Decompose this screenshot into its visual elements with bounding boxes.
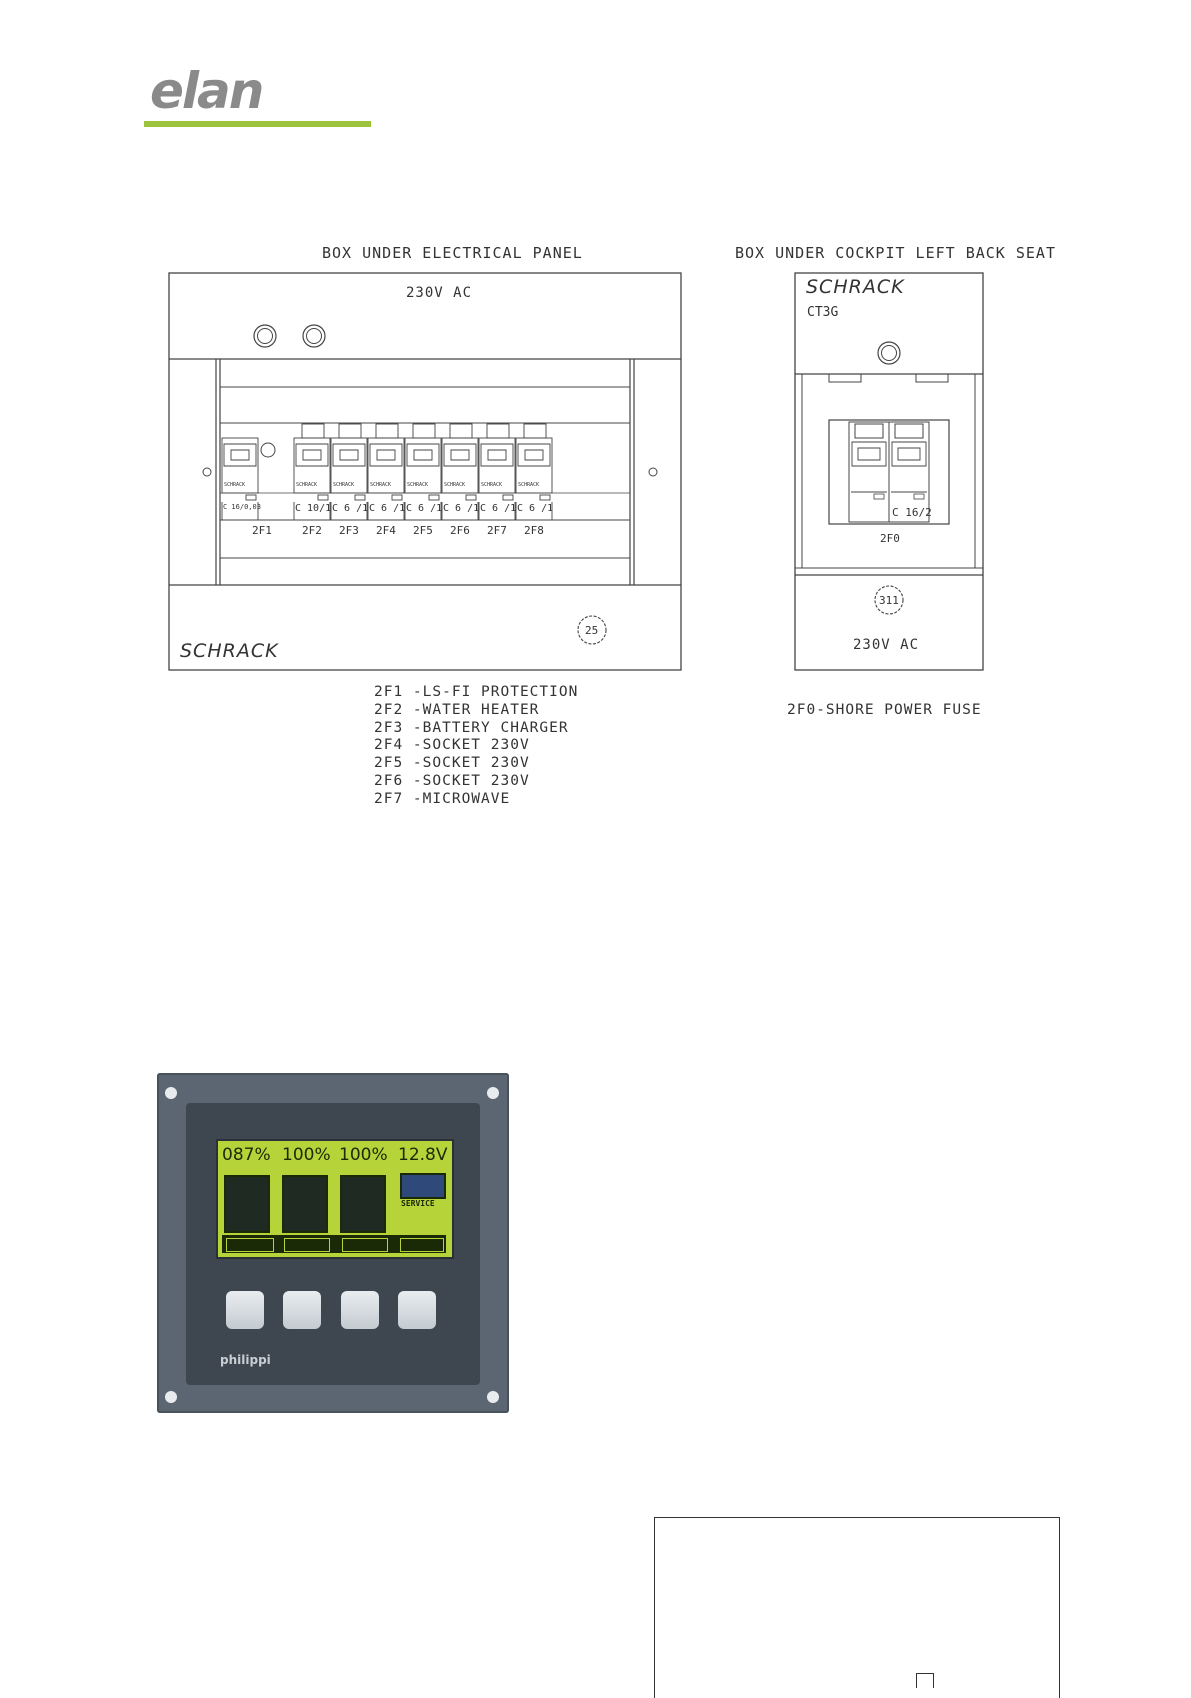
battery-level-icon: [224, 1175, 270, 1233]
monitor-button-3[interactable]: [341, 1291, 379, 1329]
monitor-brand-label: philippi: [220, 1353, 271, 1367]
tap-icon: [226, 1238, 274, 1252]
lcd-icon-strip: [222, 1235, 446, 1253]
breaker-rating: C 6 /1: [517, 503, 554, 514]
breaker-rating: C 10/1: [295, 503, 332, 514]
breaker-brand-label: SCHRACK: [518, 482, 540, 488]
cockpit-breaker-rating: C 16/2: [892, 506, 932, 519]
electrical-panel-diagram: [168, 272, 683, 672]
breaker-brand-label: SCHRACK: [296, 482, 318, 488]
cockpit-brand-label: SCHRACK: [806, 276, 905, 298]
screw-icon: [487, 1087, 499, 1099]
monitor-button-2[interactable]: [283, 1291, 321, 1329]
monitor-face: [186, 1103, 480, 1385]
monitor-button-1[interactable]: [226, 1291, 264, 1329]
service-label: SERVICE: [401, 1199, 435, 1208]
legend-line: 2F2 -WATER HEATER: [374, 701, 540, 718]
panel-circle-number: 25: [585, 624, 599, 637]
breaker-rating: C 6 /1: [369, 503, 406, 514]
screw-icon: [487, 1391, 499, 1403]
logo-accent-bar: [144, 121, 371, 127]
breaker-brand-label: SCHRACK: [333, 482, 355, 488]
breaker-rating: C 6 /1: [443, 503, 480, 514]
cockpit-breaker-id: 2F0: [880, 532, 900, 545]
screw-icon: [165, 1087, 177, 1099]
battery-monitor: [157, 1073, 509, 1413]
panel-legend: [374, 684, 578, 809]
bottom-diagram-mark: [916, 1673, 934, 1688]
cockpit-box-caption: BOX UNDER COCKPIT LEFT BACK SEAT: [735, 244, 1056, 262]
legend-line: 2F1 -LS-FI PROTECTION: [374, 684, 579, 700]
legend-line: 2F3 -BATTERY CHARGER: [374, 719, 569, 736]
battery-level-icon: [340, 1175, 386, 1233]
legend-line: 2F6 -SOCKET 230V: [374, 772, 530, 789]
bottom-diagram-frame: [654, 1517, 1060, 1698]
cockpit-legend: 2F0-SHORE POWER FUSE: [787, 702, 982, 718]
legend-line: 2F7 -MICROWAVE: [374, 790, 511, 807]
breaker-id: 2F2: [302, 524, 322, 537]
breaker-rating: C 6 /1: [480, 503, 517, 514]
battery-icon: [400, 1173, 446, 1199]
shore-breaker-pole-left: [849, 422, 889, 522]
lcd-screen: [216, 1139, 454, 1259]
breaker-brand-label: SCHRACK: [407, 482, 429, 488]
lcd-reading: 100%: [282, 1145, 331, 1165]
cockpit-box-diagram: [794, 272, 986, 672]
panel-box-caption: BOX UNDER ELECTRICAL PANEL: [322, 244, 583, 262]
breaker-brand-label: SCHRACK: [224, 482, 246, 488]
breaker-id: 2F6: [450, 524, 470, 537]
monitor-button-4[interactable]: [398, 1291, 436, 1329]
breaker-id: 2F8: [524, 524, 544, 537]
bulb-icon: [400, 1238, 444, 1252]
lcd-reading: 087%: [222, 1145, 271, 1165]
breaker-id: 2F1: [252, 524, 272, 537]
fuel-icon: [284, 1238, 330, 1252]
breaker-brand-label: SCHRACK: [444, 482, 466, 488]
lcd-reading: 12.8V: [398, 1145, 448, 1165]
panel-brand-label: SCHRACK: [180, 640, 279, 662]
battery-level-icon: [282, 1175, 328, 1233]
breaker-brand-label: SCHRACK: [370, 482, 392, 488]
fuel-icon: [342, 1238, 388, 1252]
elan-logo: elan: [150, 62, 263, 120]
top-knob-left: [254, 325, 276, 347]
breaker-rating: C 16/0,03: [223, 503, 261, 511]
top-knob-right: [303, 325, 325, 347]
legend-line: 2F4 -SOCKET 230V: [374, 737, 530, 754]
screw-icon: [165, 1391, 177, 1403]
breaker-brand-label: SCHRACK: [481, 482, 503, 488]
breaker-id: 2F5: [413, 524, 433, 537]
cockpit-voltage-label: 230V AC: [853, 637, 920, 653]
breaker-id: 2F3: [339, 524, 359, 537]
cockpit-circle-number: 311: [879, 594, 899, 607]
lcd-reading: 100%: [339, 1145, 388, 1165]
breaker-rating: C 6 /1: [332, 503, 369, 514]
breaker-id: 2F4: [376, 524, 396, 537]
breaker-id: 2F7: [487, 524, 507, 537]
cockpit-model-label: CT3G: [807, 305, 839, 320]
legend-line: 2F5 -SOCKET 230V: [374, 755, 530, 772]
panel-voltage-label: 230V AC: [406, 285, 473, 301]
breaker-rating: C 6 /1: [406, 503, 443, 514]
